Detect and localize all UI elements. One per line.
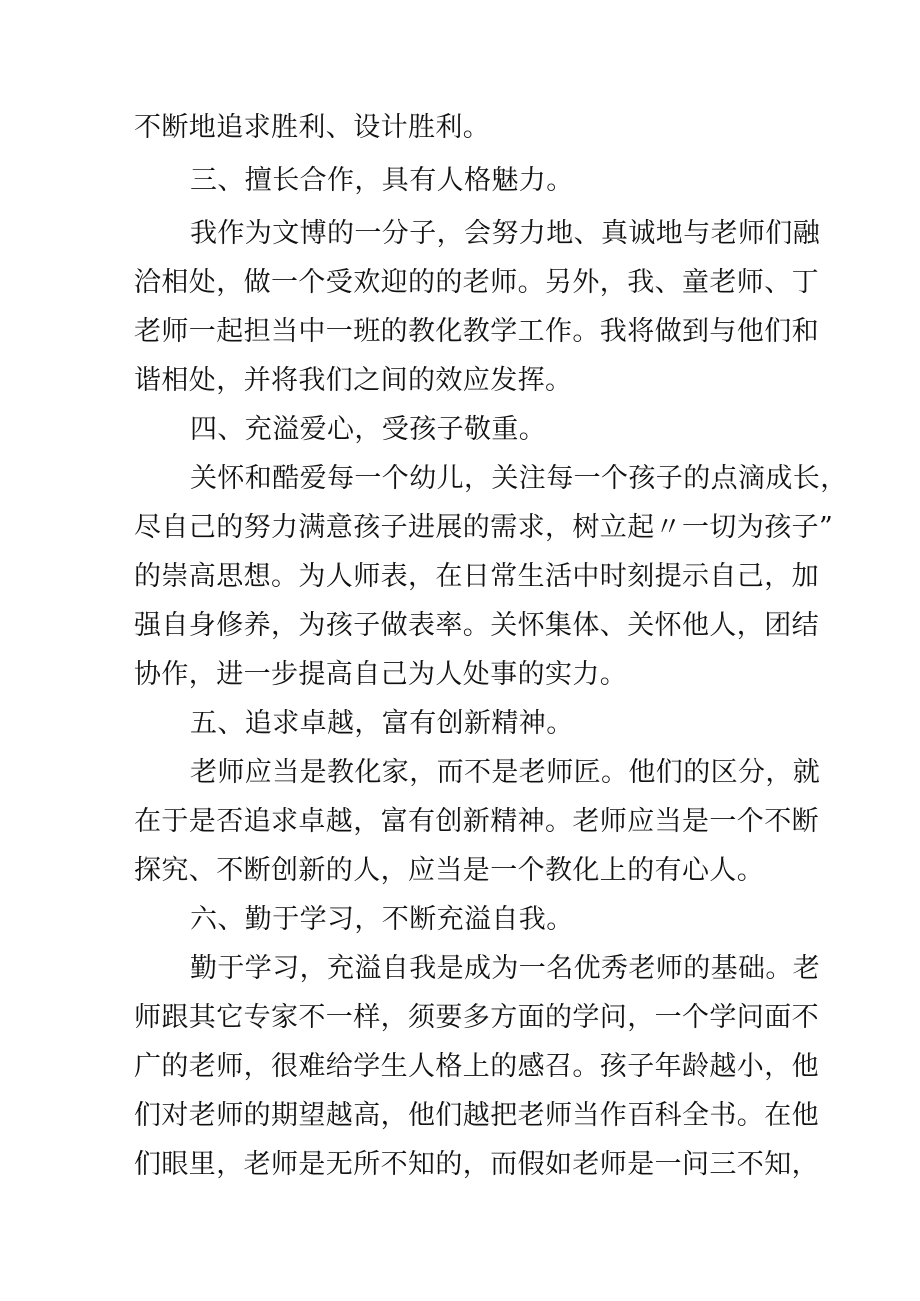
text-line: 探究、不断创新的人，应当是一个教化上的有心人。 — [134, 855, 765, 886]
text-line: 老师应当是教化家，而不是老师匠。他们的区分，就 — [190, 757, 821, 788]
text-line: 谐相处，并将我们之间的效应发挥。 — [134, 365, 573, 396]
text-line: 协作，进一步提高自己为人处事的实力。 — [134, 659, 628, 690]
text-line: 我作为文博的一分子，会努力地、真诚地与老师们融 — [190, 218, 821, 249]
text-line: 们对老师的期望越高，他们越把老师当作百科全书。在他 — [134, 1100, 819, 1131]
section-heading: 三、擅长合作，具有人格魅力。 — [190, 165, 574, 196]
section-heading: 六、勤于学习，不断充溢自我。 — [190, 904, 574, 935]
text-line: 洽相处，做一个受欢迎的的老师。另外，我、童老师、丁 — [134, 267, 819, 298]
text-line: 尽自己的努力满意孩子进展的需求，树立起〃一切为孩子” — [134, 512, 834, 543]
section-heading: 四、充溢爱心，受孩子敬重。 — [190, 414, 547, 445]
section-heading: 五、追求卓越，富有创新精神。 — [190, 708, 574, 739]
text-line: 老师一起担当中一班的教化教学工作。我将做到与他们和 — [134, 316, 819, 347]
text-line: 广的老师，很难给学生人格上的感召。孩子年龄越小，他 — [134, 1051, 819, 1082]
text-line: 强自身修养，为孩子做表率。关怀集体、关怀他人，团结 — [134, 610, 819, 641]
text-line: 关怀和酷爱每一个幼儿，关注每一个孩子的点滴成长， — [190, 463, 848, 494]
text-line: 勤于学习，充溢自我是成为一名优秀老师的基础。老 — [190, 953, 821, 984]
text-line: 的崇高思想。为人师表，在日常生活中时刻提示自己，加 — [134, 561, 819, 592]
text-line: 师跟其它专家不一样，须要多方面的学问，一个学问面不 — [134, 1002, 819, 1033]
text-line: 在于是否追求卓越，富有创新精神。老师应当是一个不断 — [134, 806, 819, 837]
text-line: 们眼里，老师是无所不知的，而假如老师是一问三不知， — [134, 1149, 819, 1180]
text-line: 不断地追求胜利、设计胜利。 — [134, 112, 491, 143]
